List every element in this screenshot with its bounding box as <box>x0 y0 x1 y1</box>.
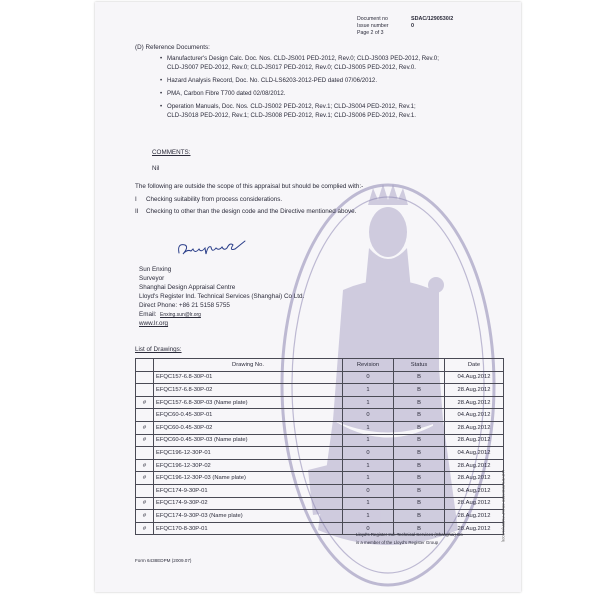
table-row <box>136 510 504 523</box>
table-row <box>136 409 504 422</box>
status-cell: B <box>394 409 445 422</box>
table-row <box>136 371 504 384</box>
drawing-number-cell: EFQC60-0.45-30P-02 <box>154 421 343 434</box>
scope-item-number: II <box>135 208 139 215</box>
column-header: Revision <box>343 359 394 372</box>
drawing-number-cell: EFQC196-12-30P-01 <box>154 447 343 460</box>
drawing-number-cell: EFQC196-12-30P-02 <box>154 459 343 472</box>
status-cell: B <box>394 459 445 472</box>
comments-heading: COMMENTS: <box>152 149 191 156</box>
issue-number-value: 0 <box>411 23 414 29</box>
reference-item: • Manufacturer's Design Calc. Doc. Nos. CLD-JS001 PED-2012, Rev.0; CLD-JS003 PED-2012, Rev.0; CLD-JS007 PED-2012, Rev.0; CLD-JS017 PED-2012, Rev.0; CLD-JS005 PED-2012, Rev.0. <box>160 55 500 72</box>
column-header: Drawing No. <box>154 359 343 372</box>
revision-cell: 0 <box>343 447 394 460</box>
email-label: Email: <box>139 311 157 318</box>
date-cell: 28.Aug.2012 <box>445 510 504 523</box>
status-cell: B <box>394 371 445 384</box>
status-cell: B <box>394 484 445 497</box>
date-cell: 28.Aug.2012 <box>445 497 504 510</box>
footer-company-line: Lloyd's Register Ind. Technical Services (Shanghai) Co <box>356 532 463 537</box>
date-cell: 04.Aug.2012 <box>445 371 504 384</box>
revision-mark-cell <box>136 409 154 422</box>
revision-mark-cell: # <box>136 522 154 535</box>
reference-item: • Operation Manuals, Doc. Nos. CLD-JS002 PED-2012, Rev.1; CLD-JS004 PED-2012, Rev.1; CLD-JS018 PED-2012, Rev.1; CLD-JS008 PED-2012, Rev.1; CLD-JS006 PED-2012, Rev.1. <box>160 103 500 120</box>
date-cell: 28.Aug.2012 <box>445 396 504 409</box>
date-cell: 28.Aug.2012 <box>445 421 504 434</box>
drawing-number-cell: EFQC174-9-30P-03 (Name plate) <box>154 510 343 523</box>
reference-item: • PMA, Carbon Fibre T700 dated 02/08/2012. <box>160 90 500 99</box>
table-row <box>136 484 504 497</box>
status-cell: B <box>394 472 445 485</box>
company-name: Lloyd's Register Ind. Technical Services (Shanghai) Co Ltd. <box>139 293 305 300</box>
comments-body: Nil <box>152 165 160 172</box>
date-cell: 28.Aug.2012 <box>445 472 504 485</box>
table-row <box>136 434 504 447</box>
column-header: Status <box>394 359 445 372</box>
table-row <box>136 459 504 472</box>
email-link[interactable]: Enxing.sun@lr.org <box>160 312 201 318</box>
date-cell: 04.Aug.2012 <box>445 484 504 497</box>
revision-cell: 1 <box>343 497 394 510</box>
table-row <box>136 384 504 397</box>
revision-mark-cell <box>136 384 154 397</box>
status-cell: B <box>394 522 445 535</box>
drawing-number-cell: EFQC60-0.45-30P-03 (Name plate) <box>154 434 343 447</box>
revision-cell: 1 <box>343 434 394 447</box>
revision-cell: 1 <box>343 396 394 409</box>
drawings-heading: List of Drawings: <box>135 346 182 353</box>
revision-mark-cell: # <box>136 421 154 434</box>
status-cell: B <box>394 510 445 523</box>
drawing-number-cell: EFQC157-6.8-30P-01 <box>154 371 343 384</box>
revision-mark-cell: # <box>136 434 154 447</box>
surveyor-title: Surveyor <box>139 275 165 282</box>
revision-cell: 0 <box>343 522 394 535</box>
drawing-number-cell: EFQC174-9-30P-02 <box>154 497 343 510</box>
drawing-number-cell: EFQC157-6.8-30P-02 <box>154 384 343 397</box>
side-print-text: LLOYD'S REGISTER GROUP PAPER(01/2009) <box>501 470 505 543</box>
drawing-number-cell: EFQC196-12-30P-03 (Name plate) <box>154 472 343 485</box>
scope-item-text: Checking suitability from process considerations. <box>146 196 283 203</box>
revision-mark-cell: # <box>136 497 154 510</box>
scope-item-text: Checking to other than the design code and the Directive mentioned above. <box>146 208 357 215</box>
revision-mark-cell: # <box>136 510 154 523</box>
table-row <box>136 421 504 434</box>
revision-cell: 1 <box>343 510 394 523</box>
revision-mark-cell: # <box>136 472 154 485</box>
date-cell: 04.Aug.2012 <box>445 409 504 422</box>
status-cell: B <box>394 384 445 397</box>
status-cell: B <box>394 434 445 447</box>
page-number: Page 2 of 3 <box>357 30 384 36</box>
revision-cell: 1 <box>343 472 394 485</box>
date-cell: 28.Aug.2012 <box>445 384 504 397</box>
drawings-table <box>135 358 504 535</box>
table-row <box>136 472 504 485</box>
date-cell: 28.Aug.2012 <box>445 434 504 447</box>
reference-documents-heading: (D) Reference Documents: <box>135 44 210 51</box>
footer-group-line: is a member of the Lloyd's Register Group <box>356 540 439 545</box>
date-cell: 04.Aug.2012 <box>445 447 504 460</box>
revision-mark-cell <box>136 447 154 460</box>
drawing-number-cell: EFQC174-9-30P-01 <box>154 484 343 497</box>
table-row <box>136 396 504 409</box>
revision-mark-cell <box>136 484 154 497</box>
revision-cell: 1 <box>343 384 394 397</box>
revision-mark-cell: # <box>136 396 154 409</box>
revision-mark-cell: # <box>136 459 154 472</box>
revision-mark-cell <box>136 371 154 384</box>
table-header-row <box>136 359 504 372</box>
status-cell: B <box>394 421 445 434</box>
office-name: Shanghai Design Appraisal Centre <box>139 284 236 291</box>
revision-cell: 0 <box>343 484 394 497</box>
direct-phone: Direct Phone: +86 21 5158 5755 <box>139 302 230 309</box>
table-row <box>136 497 504 510</box>
document-number-value: SDAC/1290530/2 <box>411 16 454 22</box>
revision-cell: 1 <box>343 459 394 472</box>
form-number: Form 6438EDPM (2009.07) <box>135 558 192 563</box>
drawing-number-cell: EFQC60-0.45-30P-01 <box>154 409 343 422</box>
surveyor-name: Sun Enxing <box>139 266 172 273</box>
status-cell: B <box>394 497 445 510</box>
issue-number-label: Issue number <box>357 23 389 29</box>
column-header <box>136 359 154 372</box>
reference-item: • Hazard Analysis Record, Doc. No. CLD-LS6203-2012-PED dated 07/06/2012. <box>160 77 500 86</box>
reference-documents-list <box>160 55 500 125</box>
revision-cell: 0 <box>343 371 394 384</box>
document-number-label: Document no <box>357 16 388 22</box>
status-cell: B <box>394 447 445 460</box>
status-cell: B <box>394 396 445 409</box>
date-cell: 28.Aug.2012 <box>445 459 504 472</box>
drawing-number-cell: EFQC157-6.8-30P-03 (Name plate) <box>154 396 343 409</box>
handwritten-signature <box>175 237 247 261</box>
scope-intro: The following are outside the scope of this appraisal but should be complied with:- <box>135 183 364 190</box>
date-cell: 28.Aug.2012 <box>445 522 504 535</box>
revision-cell: 1 <box>343 421 394 434</box>
table-row <box>136 447 504 460</box>
scope-item-number: I <box>135 196 137 203</box>
website-link[interactable]: www.lr.org <box>139 320 169 327</box>
revision-cell: 0 <box>343 409 394 422</box>
column-header: Date <box>445 359 504 372</box>
drawing-number-cell: EFQC170-8-30P-01 <box>154 522 343 535</box>
